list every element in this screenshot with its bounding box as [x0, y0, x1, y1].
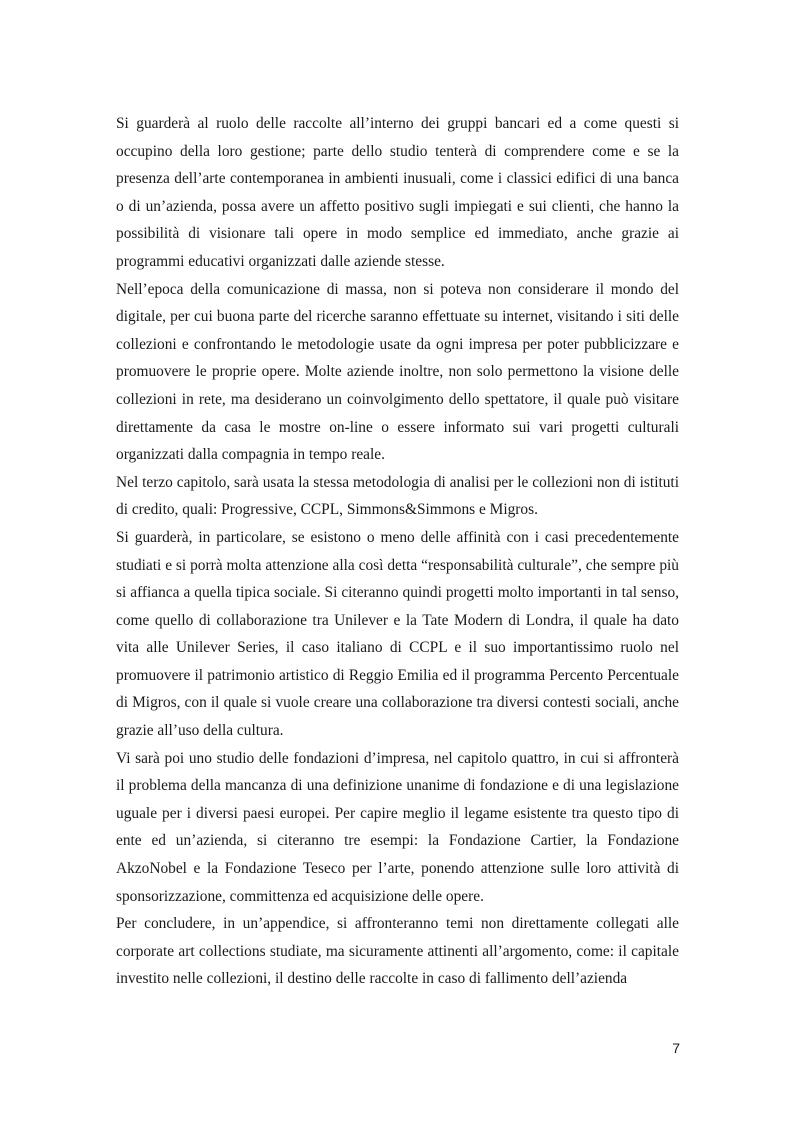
page-number: 7	[672, 1040, 680, 1056]
paragraph-5: Vi sarà poi uno studio delle fondazioni d’impresa, nel capitolo quattro, in cui si affronterà il problema della mancanza di una definizione unanime di fondazione e di una legislazione uguale per i diversi paesi europei. Per capire meglio il legame esistente tra questo tipo di ente ed un’azienda, si citeranno tre esempi: la Fondazione Cartier, la Fondazione AkzoNobel e la Fondazione Teseco per l’arte, ponendo attenzione sulle loro attività di sponsorizzazione, committenza ed acquisizione delle opere.	[116, 749, 679, 905]
paragraph-6: Per concludere, in un’appendice, si affronteranno temi non direttamente collegati alle corporate art collections studiate, ma sicuramente attinenti all’argomento, come: il capitale investito nelle collezioni, il destino delle raccolte in caso di fallimento dell’azienda	[116, 915, 679, 988]
paragraph-4: Si guarderà, in particolare, se esistono o meno delle affinità con i casi precedentemente studiati e si porrà molta attenzione alla così detta “responsabilità culturale”, che sempre più si affianca a quella tipica sociale. Si citeranno quindi progetti molto importanti in tal senso, come quello di collaborazione tra Unilever e la Tate Modern di Londra, il quale ha dato vita alle Unilever Series, il caso italiano di CCPL e il suo importantissimo ruolo nel promuovere il patrimonio artistico di Reggio Emilia ed il programma Percento Percentuale di Migros, con il quale si vuole creare una collaborazione tra diversi contesti sociali, anche grazie all’uso della cultura.	[116, 528, 679, 740]
paragraph-1: Si guarderà al ruolo delle raccolte all’interno dei gruppi bancari ed a come questi si occupino della loro gestione; parte dello studio tenterà di comprendere come e se la presenza dell’arte contemporanea in ambienti inusuali, come i classici edifici di una banca o di un’azienda, possa avere un affetto positivo sugli impiegati e sui clienti, che hanno la possibilità di visionare tali opere in modo semplice ed immediato, anche grazie ai programmi educativi organizzati dalle aziende stesse.	[116, 115, 679, 270]
body-text	[116, 110, 679, 993]
paragraph-3: Nel terzo capitolo, sarà usata la stessa metodologia di analisi per le collezioni non di istituti di credito, quali: Progressive, CCPL, Simmons&Simmons e Migros.	[116, 473, 679, 519]
paragraph-2: Nell’epoca della comunicazione di massa, non si poteva non considerare il mondo del digitale, per cui buona parte del ricerche saranno effettuate su internet, visitando i siti delle collezioni e confrontando le metodologie usate da ogni impresa per poter pubblicizzare e promuovere le proprie opere. Molte aziende inoltre, non solo permettono la visione delle collezioni in rete, ma desiderano un coinvolgimento dello spettatore, il quale può visitare direttamente da casa le mostre on-line o essere informato sui vari progetti culturali organizzati dalla compagnia in tempo reale.	[116, 280, 679, 464]
